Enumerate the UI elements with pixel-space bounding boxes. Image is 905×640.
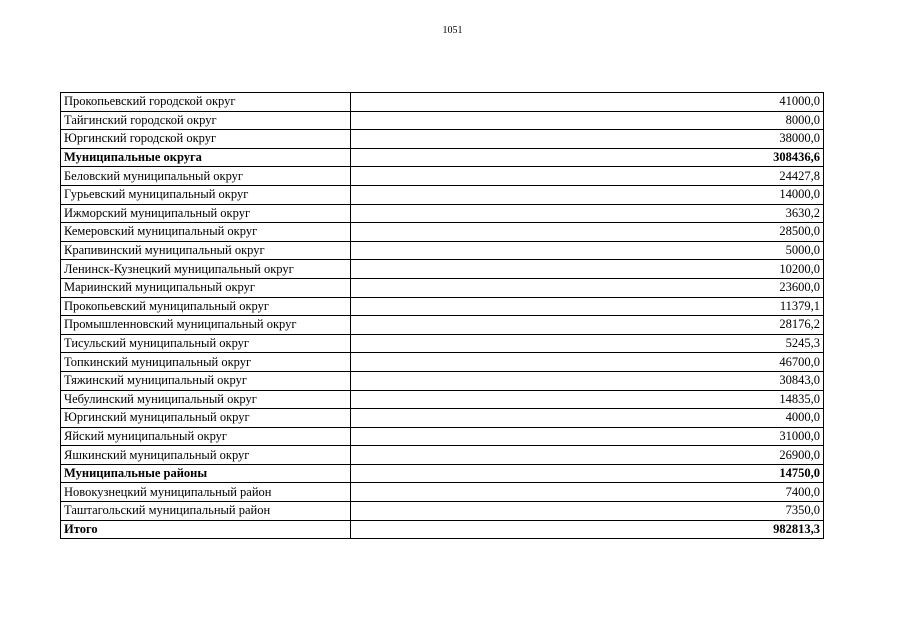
table-row (61, 502, 824, 521)
amount-cell: 24427,8 (351, 167, 824, 186)
municipality-name-cell: Яйский муниципальный округ (61, 427, 351, 446)
amount-cell: 41000,0 (351, 93, 824, 112)
amount-cell: 8000,0 (351, 111, 824, 130)
table-row (61, 297, 824, 316)
municipality-name-cell: Прокопьевский муниципальный округ (61, 297, 351, 316)
amount-cell: 23600,0 (351, 278, 824, 297)
municipality-name-cell: Мариинский муниципальный округ (61, 278, 351, 297)
table-row (61, 390, 824, 409)
municipality-name-cell: Чебулинский муниципальный округ (61, 390, 351, 409)
amount-cell: 7400,0 (351, 483, 824, 502)
table-row (61, 241, 824, 260)
table-row (61, 130, 824, 149)
table-row (61, 223, 824, 242)
table-row (61, 409, 824, 428)
municipality-name-cell: Новокузнецкий муниципальный район (61, 483, 351, 502)
table-row (61, 260, 824, 279)
amount-cell: 4000,0 (351, 409, 824, 428)
page-number: 1051 (442, 25, 463, 36)
amount-cell: 14750,0 (351, 464, 824, 483)
municipality-name-cell: Яшкинский муниципальный округ (61, 446, 351, 465)
amount-cell: 38000,0 (351, 130, 824, 149)
table-row-subtotal (61, 464, 824, 483)
table-row (61, 111, 824, 130)
budget-table-body (61, 93, 824, 539)
table-row (61, 353, 824, 372)
amount-cell: 14835,0 (351, 390, 824, 409)
table-row (61, 167, 824, 186)
municipality-name-cell: Таштагольский муниципальный район (61, 502, 351, 521)
table-row-subtotal (61, 148, 824, 167)
amount-cell: 5245,3 (351, 334, 824, 353)
table-row (61, 483, 824, 502)
amount-cell: 30843,0 (351, 371, 824, 390)
amount-cell: 308436,6 (351, 148, 824, 167)
municipality-name-cell: Крапивинский муниципальный округ (61, 241, 351, 260)
municipality-name-cell: Муниципальные районы (61, 464, 351, 483)
municipality-name-cell: Тисульский муниципальный округ (61, 334, 351, 353)
municipality-name-cell: Ижморский муниципальный округ (61, 204, 351, 223)
amount-cell: 10200,0 (351, 260, 824, 279)
table-row (61, 316, 824, 335)
municipality-name-cell: Юргинский муниципальный округ (61, 409, 351, 428)
municipality-name-cell: Кемеровский муниципальный округ (61, 223, 351, 242)
municipality-name-cell: Топкинский муниципальный округ (61, 353, 351, 372)
table-row (61, 446, 824, 465)
amount-cell: 26900,0 (351, 446, 824, 465)
budget-table (60, 92, 824, 539)
municipality-name-cell: Тайгинский городской округ (61, 111, 351, 130)
table-row (61, 185, 824, 204)
table-row (61, 334, 824, 353)
amount-cell: 28176,2 (351, 316, 824, 335)
amount-cell: 46700,0 (351, 353, 824, 372)
table-row (61, 371, 824, 390)
amount-cell: 14000,0 (351, 185, 824, 204)
municipality-name-cell: Муниципальные округа (61, 148, 351, 167)
amount-cell: 7350,0 (351, 502, 824, 521)
amount-cell: 31000,0 (351, 427, 824, 446)
municipality-name-cell: Итого (61, 520, 351, 539)
amount-cell: 3630,2 (351, 204, 824, 223)
table-row-subtotal (61, 520, 824, 539)
municipality-name-cell: Прокопьевский городской округ (61, 93, 351, 112)
amount-cell: 28500,0 (351, 223, 824, 242)
municipality-name-cell: Юргинский городской округ (61, 130, 351, 149)
table-row (61, 204, 824, 223)
amount-cell: 982813,3 (351, 520, 824, 539)
amount-cell: 5000,0 (351, 241, 824, 260)
municipality-name-cell: Беловский муниципальный округ (61, 167, 351, 186)
amount-cell: 11379,1 (351, 297, 824, 316)
municipality-name-cell: Тяжинский муниципальный округ (61, 371, 351, 390)
municipality-name-cell: Гурьевский муниципальный округ (61, 185, 351, 204)
municipality-name-cell: Ленинск-Кузнецкий муниципальный округ (61, 260, 351, 279)
municipality-name-cell: Промышленновский муниципальный округ (61, 316, 351, 335)
table-row (61, 93, 824, 112)
table-row (61, 278, 824, 297)
table-row (61, 427, 824, 446)
